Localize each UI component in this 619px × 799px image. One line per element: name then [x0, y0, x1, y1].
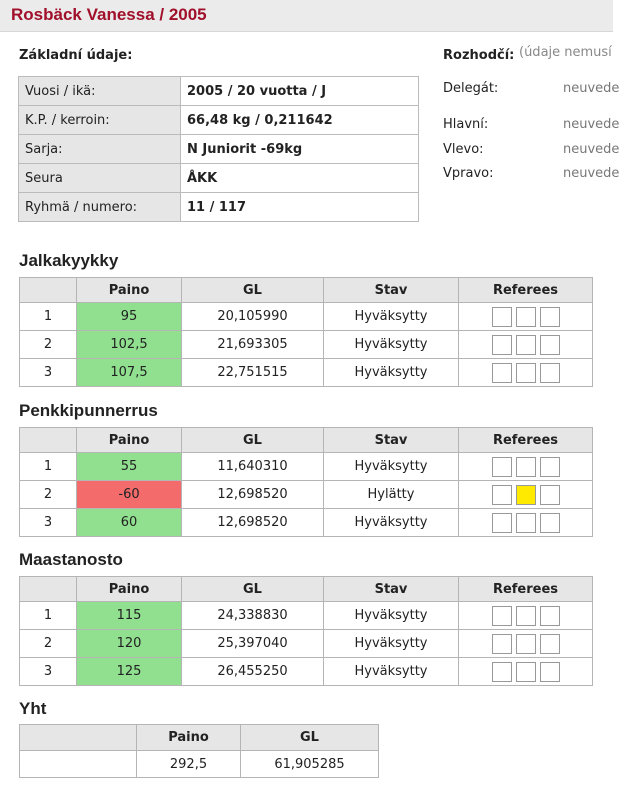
- info-row: [19, 193, 419, 222]
- col-status: Stav: [324, 577, 459, 602]
- attempt-weight: 115: [77, 602, 182, 630]
- attempt-number: 2: [20, 630, 77, 658]
- total-weight: 292,5: [137, 751, 241, 778]
- deadlift-heading: Maastanosto: [19, 550, 123, 569]
- attempt-number: 1: [20, 602, 77, 630]
- referee-light: [516, 307, 536, 327]
- attempt-status: Hyväksytty: [324, 630, 459, 658]
- total-empty-cell: [20, 751, 137, 778]
- attempt-row: [20, 509, 593, 537]
- attempt-gl: 26,455250: [182, 658, 324, 686]
- judge-label-delegate: Delegát:: [443, 81, 499, 96]
- judge-label-right: Vpravo:: [443, 166, 494, 181]
- info-value: N Juniorit -69kg: [181, 135, 419, 164]
- referee-light: [516, 335, 536, 355]
- attempt-referees: [459, 509, 593, 537]
- referee-light: [540, 662, 560, 682]
- attempt-referees: [459, 630, 593, 658]
- deadlift-table: [19, 576, 593, 686]
- attempt-number: 3: [20, 509, 77, 537]
- col-attempt: [20, 428, 77, 453]
- attempt-weight: 125: [77, 658, 182, 686]
- attempt-gl: 24,338830: [182, 602, 324, 630]
- referee-light: [540, 606, 560, 626]
- bench-table: [19, 427, 593, 537]
- attempt-weight: 102,5: [77, 331, 182, 359]
- referee-light: [492, 335, 512, 355]
- referee-light: [492, 634, 512, 654]
- attempt-number: 3: [20, 658, 77, 686]
- referee-light: [492, 662, 512, 682]
- total-table: [19, 724, 379, 778]
- attempt-referees: [459, 453, 593, 481]
- attempt-number: 3: [20, 359, 77, 387]
- info-value: 66,48 kg / 0,211642: [181, 106, 419, 135]
- total-col-empty: [20, 725, 137, 751]
- page-title: Rosbäck Vanessa / 2005: [11, 5, 207, 24]
- attempt-row: [20, 303, 593, 331]
- attempt-row: [20, 481, 593, 509]
- referee-light: [492, 513, 512, 533]
- attempt-gl: 12,698520: [182, 481, 324, 509]
- info-row: [19, 135, 419, 164]
- col-gl: GL: [182, 278, 324, 303]
- attempt-gl: 21,693305: [182, 331, 324, 359]
- squat-heading: Jalkakyykky: [19, 251, 119, 270]
- referee-light: [492, 307, 512, 327]
- attempt-number: 2: [20, 481, 77, 509]
- col-gl: GL: [182, 428, 324, 453]
- attempt-referees: [459, 331, 593, 359]
- attempt-status: Hyväksytty: [324, 331, 459, 359]
- basic-info-title: Základní údaje:: [19, 48, 133, 63]
- total-col-weight: Paino: [137, 725, 241, 751]
- referee-light: [516, 513, 536, 533]
- total-row: [20, 751, 379, 778]
- col-attempt: [20, 278, 77, 303]
- squat-table: [19, 277, 593, 387]
- info-row: [19, 77, 419, 106]
- attempt-referees: [459, 481, 593, 509]
- judges-note: (údaje nemusí: [519, 45, 612, 60]
- col-status: Stav: [324, 428, 459, 453]
- attempt-referees: [459, 658, 593, 686]
- attempt-weight: 95: [77, 303, 182, 331]
- judge-label-main: Hlavní:: [443, 117, 489, 132]
- attempt-referees: [459, 359, 593, 387]
- col-referees: Referees: [459, 577, 593, 602]
- bench-heading: Penkkipunnerrus: [19, 401, 158, 420]
- col-referees: Referees: [459, 428, 593, 453]
- judge-value-delegate: neuvede: [563, 81, 619, 96]
- attempt-gl: 12,698520: [182, 509, 324, 537]
- info-label: Seura: [19, 164, 181, 193]
- col-attempt: [20, 577, 77, 602]
- attempt-weight: 55: [77, 453, 182, 481]
- attempt-status: Hyväksytty: [324, 453, 459, 481]
- attempt-gl: 11,640310: [182, 453, 324, 481]
- table-header-row: [20, 428, 593, 453]
- attempt-weight: 107,5: [77, 359, 182, 387]
- attempt-weight: 60: [77, 509, 182, 537]
- col-referees: Referees: [459, 278, 593, 303]
- total-gl: 61,905285: [241, 751, 379, 778]
- info-row: [19, 164, 419, 193]
- info-label: Vuosi / ikä:: [19, 77, 181, 106]
- total-col-gl: GL: [241, 725, 379, 751]
- attempt-status: Hyväksytty: [324, 359, 459, 387]
- judge-label-left: Vlevo:: [443, 142, 484, 157]
- referee-light: [540, 335, 560, 355]
- info-label: Sarja:: [19, 135, 181, 164]
- referee-light: [540, 634, 560, 654]
- attempt-referees: [459, 303, 593, 331]
- attempt-number: 1: [20, 303, 77, 331]
- referee-light: [492, 363, 512, 383]
- col-weight: Paino: [77, 577, 182, 602]
- info-value: 2005 / 20 vuotta / J: [181, 77, 419, 106]
- attempt-row: [20, 630, 593, 658]
- table-header-row: [20, 725, 379, 751]
- attempt-referees: [459, 602, 593, 630]
- judges-title: Rozhodčí:: [443, 48, 515, 63]
- basic-info-table: [18, 76, 419, 222]
- attempt-row: [20, 602, 593, 630]
- info-row: [19, 106, 419, 135]
- col-status: Stav: [324, 278, 459, 303]
- attempt-status: Hyväksytty: [324, 602, 459, 630]
- referee-light: [492, 485, 512, 505]
- referee-light: [516, 634, 536, 654]
- referee-light: [540, 363, 560, 383]
- info-label: K.P. / kerroin:: [19, 106, 181, 135]
- attempt-status: Hylätty: [324, 481, 459, 509]
- judge-value-right: neuvede: [563, 166, 619, 181]
- referee-light: [492, 457, 512, 477]
- table-header-row: [20, 278, 593, 303]
- info-value: ÅKK: [181, 164, 419, 193]
- referee-light: [540, 513, 560, 533]
- judge-value-left: neuvede: [563, 142, 619, 157]
- attempt-status: Hyväksytty: [324, 509, 459, 537]
- referee-light: [516, 606, 536, 626]
- referee-light: [540, 307, 560, 327]
- attempt-row: [20, 453, 593, 481]
- referee-light: [540, 457, 560, 477]
- judge-value-main: neuvede: [563, 117, 619, 132]
- referee-light-yellow: [516, 485, 536, 505]
- info-label: Ryhmä / numero:: [19, 193, 181, 222]
- attempt-gl: 22,751515: [182, 359, 324, 387]
- attempt-status: Hyväksytty: [324, 658, 459, 686]
- referee-light: [516, 363, 536, 383]
- attempt-row: [20, 359, 593, 387]
- referee-light: [540, 485, 560, 505]
- attempt-weight: -60: [77, 481, 182, 509]
- attempt-weight: 120: [77, 630, 182, 658]
- info-value: 11 / 117: [181, 193, 419, 222]
- col-weight: Paino: [77, 278, 182, 303]
- title-bar: [0, 0, 613, 32]
- attempt-gl: 25,397040: [182, 630, 324, 658]
- attempt-row: [20, 331, 593, 359]
- referee-light: [516, 457, 536, 477]
- attempt-number: 1: [20, 453, 77, 481]
- attempt-status: Hyväksytty: [324, 303, 459, 331]
- attempt-row: [20, 658, 593, 686]
- col-weight: Paino: [77, 428, 182, 453]
- referee-light: [492, 606, 512, 626]
- table-header-row: [20, 577, 593, 602]
- col-gl: GL: [182, 577, 324, 602]
- total-heading: Yht: [19, 699, 47, 718]
- referee-light: [516, 662, 536, 682]
- attempt-number: 2: [20, 331, 77, 359]
- attempt-gl: 20,105990: [182, 303, 324, 331]
